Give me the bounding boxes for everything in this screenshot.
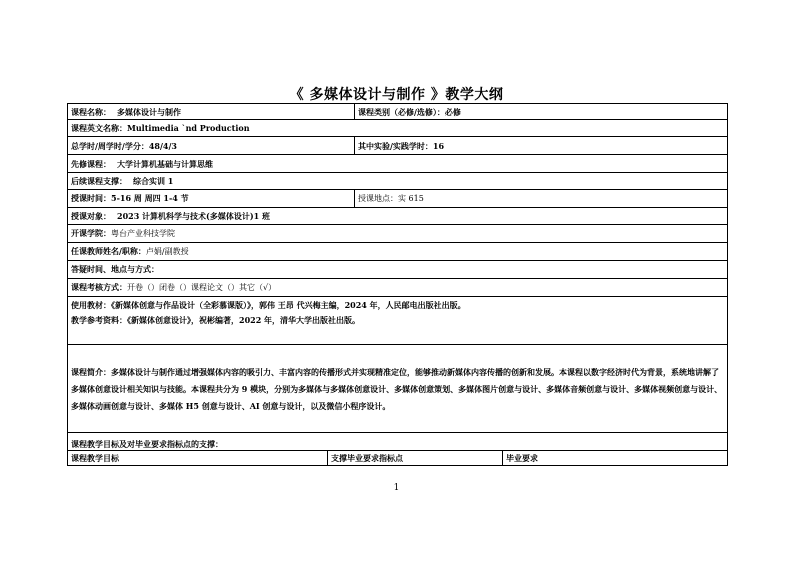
location-label: 授课地点：	[358, 193, 398, 203]
location-value: 实 615	[398, 193, 424, 203]
row-objectives-header	[68, 451, 728, 466]
schedule-value: 5-16 周 周四 1-4 节	[111, 193, 189, 203]
assessment-value: 开卷（）闭卷（）课程论文（）其它（√）	[127, 283, 277, 292]
textbook-value: 《新媒体创意与作品设计（全彩慕课版）》，郭伟 王昂 代兴梅主编，2024 年，人民邮电出版社出版。	[111, 300, 466, 310]
college-value: 粤台产业科技学院	[111, 229, 175, 238]
office-hours-label: 答疑时间、地点与方式：	[71, 264, 159, 274]
reference-line	[71, 314, 724, 326]
schedule-label: 授课时间：	[71, 193, 111, 203]
followup-value: 综合实训 1	[133, 175, 174, 186]
row-teacher	[68, 243, 728, 261]
college-label: 开课学院：	[71, 228, 111, 238]
english-name-label: 课程英文名称：	[71, 122, 127, 133]
row-hours	[68, 137, 728, 155]
col-requirement-header: 毕业要求	[503, 451, 728, 466]
hours-label: 总学时/周学时/学分：	[71, 140, 149, 151]
prereq-value: 大学计算机基础与计算思维	[117, 158, 213, 169]
col-indicator-header: 支撑毕业要求指标点	[328, 451, 503, 466]
reference-label: 教学参考资料：	[71, 315, 127, 325]
prereq-label: 先修课程：	[71, 158, 111, 169]
audience-label: 授课对象：	[71, 211, 111, 221]
course-name-value: 多媒体设计与制作	[117, 106, 181, 117]
row-audience	[68, 208, 728, 225]
reference-value: 《新媒体创意设计》，祝彬编著，2022 年，清华大学出版社出版。	[127, 315, 361, 325]
teacher-label: 任课教师姓名/职称：	[71, 246, 146, 256]
document-title: 《 多媒体设计与制作 》教学大纲	[289, 87, 504, 103]
lab-hours-label: 其中实验/实践学时：	[358, 140, 433, 151]
intro-label: 课程简介：	[71, 367, 111, 377]
row-assessment	[68, 279, 728, 297]
row-textbooks	[68, 297, 728, 345]
course-type-value: 必修	[444, 106, 461, 117]
hours-value: 48/4/3	[148, 140, 177, 151]
followup-label: 后续课程支撑：	[71, 175, 127, 186]
assessment-label: 课程考核方式：	[71, 282, 127, 292]
textbook-line	[71, 299, 724, 311]
row-course-name	[68, 104, 728, 120]
textbook-label: 使用教材：	[71, 300, 111, 310]
row-objectives-heading	[68, 433, 728, 451]
row-college	[68, 225, 728, 243]
page-number: 1	[393, 483, 400, 493]
teacher-value: 卢娟/副教授	[145, 247, 189, 256]
row-english-name	[68, 120, 728, 137]
lab-hours-value: 16	[432, 140, 445, 151]
row-schedule	[68, 190, 728, 208]
col-objective-header: 课程教学目标	[68, 451, 328, 466]
row-office-hours	[68, 261, 728, 279]
row-followup	[68, 173, 728, 190]
intro-value: 多媒体设计与制作通过增强媒体内容的吸引力、丰富内容的传播形式并实现精准定位，能够推动新媒体内容传播的创新和发展。本课程以数字经济时代为背景，系统地讲解了多媒体创意设计相关知识与技能。本课程共分为 9 模块，分别为多媒体与多媒体创意设计、多媒体创意策划、多媒体图片创意与设计、多媒体音频创意与设计、多媒体视频创意与设计、多媒体动画创意与设计、多媒体 H5 创意与设计、AI 创意与设计，以及微信小程序设计。	[71, 367, 723, 411]
row-prereq	[68, 155, 728, 173]
row-intro	[68, 345, 728, 433]
audience-value: 2023 计算机科学与技术(多媒体设计)1 班	[117, 211, 270, 221]
syllabus-table	[67, 103, 728, 466]
course-type-label: 课程类别（必修/选修）：	[358, 106, 445, 117]
english-name-value: Multimedia `nd Production	[127, 122, 250, 133]
course-name-label: 课程名称：	[71, 106, 111, 117]
objectives-heading: 课程教学目标及对毕业要求指标点的支撑：	[71, 439, 223, 449]
